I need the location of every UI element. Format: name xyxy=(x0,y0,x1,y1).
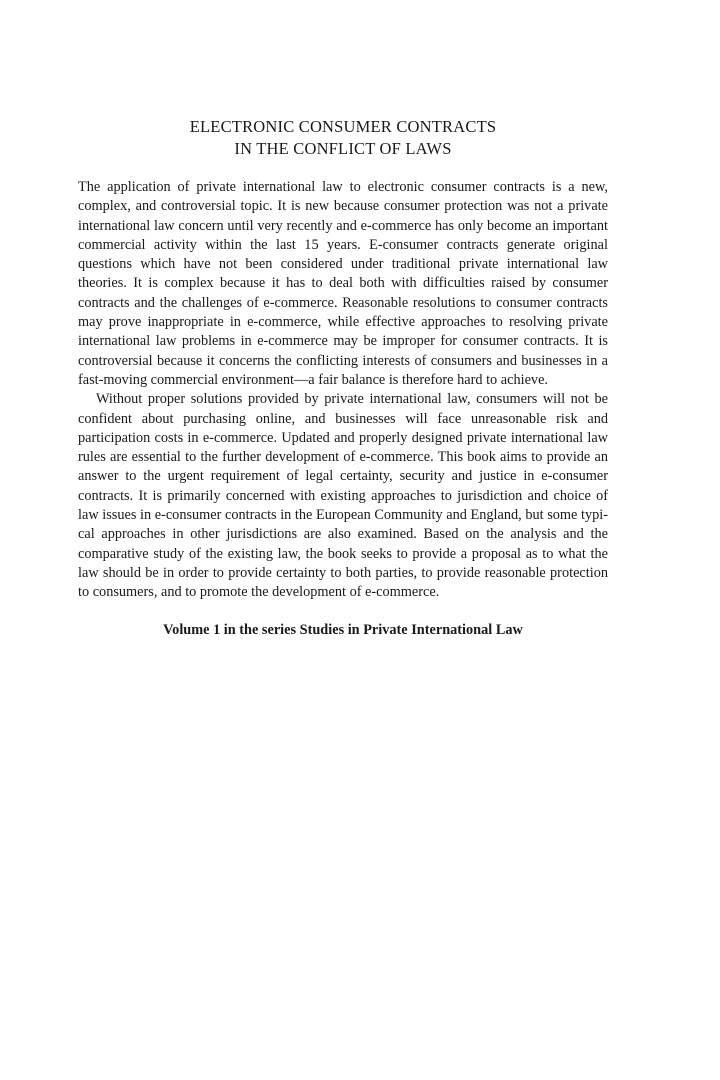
description-paragraph-1: The application of private international law to electronic consumer contracts is a new, complex, and controversial topic. It is new because consumer protection was not a private international law concern until very recently and e-commerce has only become an important commercial activity within the last 15 years. E-consumer contracts generate original questions which have not been considered under traditional private international law theories. It is complex because it has to deal both with difficulties raised by consumer contracts and the challenges of e-commerce. Reasonable resolutions to consumer contracts may prove inappropriate in e-commerce, while effective approaches to resolving private international law problems in e-commerce may be improper for consumer contracts. It is controversial because it concerns the conflicting interests of consumers and businesses in a fast-moving commercial environment—a fair balance is therefore hard to achieve. xyxy=(78,179,608,388)
book-title-line-1: ELECTRONIC CONSUMER CONTRACTS xyxy=(189,117,497,136)
description-paragraph-2: Without proper solutions provided by private international law, consumers will not be confident about purchasing online, and businesses will face unreasonable risk and participation costs in e-commerce. Updated and properly designed private international law rules are essential to the further development of e-commerce. This book aims to provide an answer to the urgent requirement of legal certainty, security and justice in e-consumer contracts. It is primarily concerned with existing approaches to jurisdiction and choice of law issues in e-consumer contracts in the European Community and England, but some typical approaches in other jurisdictions are also examined. Based on the analysis and the comparative study of the existing law, the book seeks to provide a proposal as to what the law should be in order to provide certainty to both parties, to provide reasonable protection to consumers, and to promote the development of e-commerce. xyxy=(78,391,608,601)
book-description-page xyxy=(78,116,608,640)
series-note: Volume 1 in the series Studies in Private International Law xyxy=(163,621,523,638)
book-title xyxy=(78,116,608,160)
book-title-line-2: IN THE CONFLICT OF LAWS xyxy=(234,139,452,158)
